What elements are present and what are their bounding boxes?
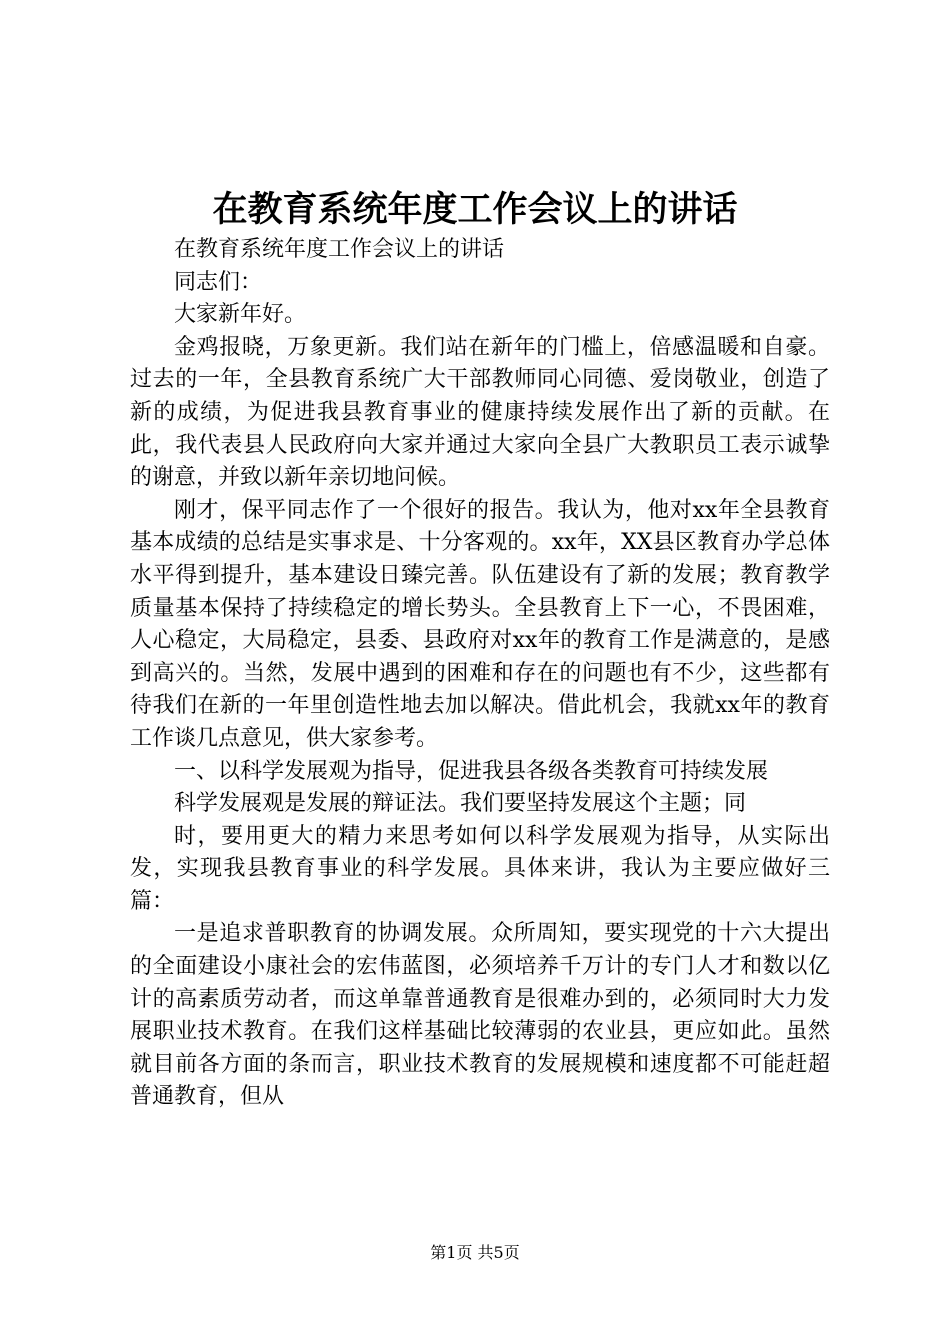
paragraph-subtitle: 在教育系统年度工作会议上的讲话 bbox=[174, 237, 505, 262]
paragraph-section-heading: 一、以科学发展观为指导，促进我县各级各类教育可持续发展 bbox=[174, 758, 769, 784]
paragraph-body: 时，要用更大的精力来思考如何以科学发展观为指导，从实际出发，实现我县教育事业的科学发展。具体来讲，我认为主要应做好三篇： bbox=[130, 823, 830, 914]
paragraph-body: 一是追求普职教育的协调发展。众所周知，要实现党的十六大提出的全面建设小康社会的宏伟蓝图，必须培养千万计的专门人才和数以亿计的高素质劳动者，而这单靠普通教育是很难办到的，必须同时大力发展职业技术教育。在我们这样基础比较薄弱的农业县，更应如此。虽然就目前各方面的条而言，职业技术教育的发展规模和速度都不可能赶超普通教育，但从 bbox=[130, 921, 830, 1110]
page-footer: 第1页 共5页 bbox=[430, 1243, 520, 1262]
paragraph-body: 刚才，保平同志作了一个很好的报告。我认为，他对xx年全县教育基本成绩的总结是实事求是、十分客观的。xx年，XX县区教育办学总体水平得到提升，基本建设日臻完善。队伍建设有了新的发展；教育教学质量基本保持了持续稳定的增长势头。全县教育上下一心，不畏困难，人心稳定，大局稳定，县委、县政府对xx年的教育工作是满意的，是感到高兴的。当然，发展中遇到的困难和存在的问题也有不少，这些都有待我们在新的一年里创造性地去加以解决。借此机会，我就xx年的教育工作谈几点意见，供大家参考。 bbox=[130, 497, 830, 751]
paragraph-body: 科学发展观是发展的辩证法。我们要坚持发展这个主题；同 bbox=[174, 791, 747, 817]
document-body bbox=[130, 234, 830, 1114]
paragraph-salutation: 同志们： bbox=[174, 269, 263, 295]
paragraph-body: 金鸡报晓，万象更新。我们站在新年的门槛上，倍感温暖和自豪。过去的一年，全县教育系统广大干部教师同心同德、爱岗敬业，创造了新的成绩，为促进我县教育事业的健康持续发展作出了新的贡献。在此，我代表县人民政府向大家并通过大家向全县广大教职员工表示诚挚的谢意，并致以新年亲切地问候。 bbox=[130, 334, 830, 491]
paragraph-greeting: 大家新年好。 bbox=[174, 302, 307, 328]
document-title: 在教育系统年度工作会议上的讲话 bbox=[212, 189, 738, 230]
